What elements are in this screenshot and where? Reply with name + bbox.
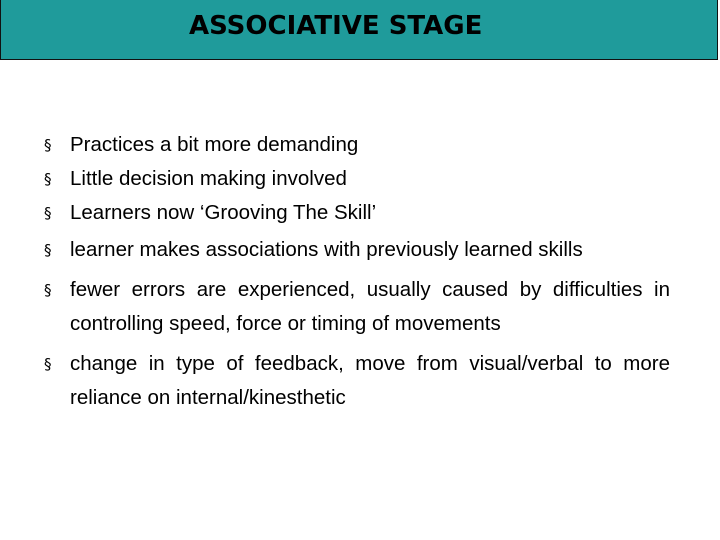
square-bullet-icon: § [44, 281, 52, 299]
bullet-text: Learners now ‘Grooving The Skill’ [70, 201, 377, 224]
bullet-item [44, 347, 670, 415]
bullet-text: Practices a bit more demanding [70, 133, 359, 156]
bullet-text: learner makes associations with previously learned skills [70, 238, 583, 261]
slide-title: ASSOCIATIVE STAGE [189, 11, 483, 41]
bullet-text: change in type of feedback, move from visual/verbal to more reliance on internal/kinesthetic [70, 352, 670, 409]
bullet-item [44, 162, 670, 196]
title-bar [0, 0, 718, 60]
square-bullet-icon: § [44, 136, 52, 154]
square-bullet-icon: § [44, 355, 52, 373]
bullet-item [44, 273, 670, 341]
bullet-item [44, 196, 670, 230]
bullet-list [44, 128, 670, 415]
square-bullet-icon: § [44, 204, 52, 222]
bullet-item [44, 128, 670, 162]
square-bullet-icon: § [44, 170, 52, 188]
bullet-text: Little decision making involved [70, 167, 347, 190]
bullet-text: fewer errors are experienced, usually caused by difficulties in controlling speed, force or timing of movements [70, 278, 670, 335]
bullet-item [44, 233, 670, 267]
square-bullet-icon: § [44, 241, 52, 259]
